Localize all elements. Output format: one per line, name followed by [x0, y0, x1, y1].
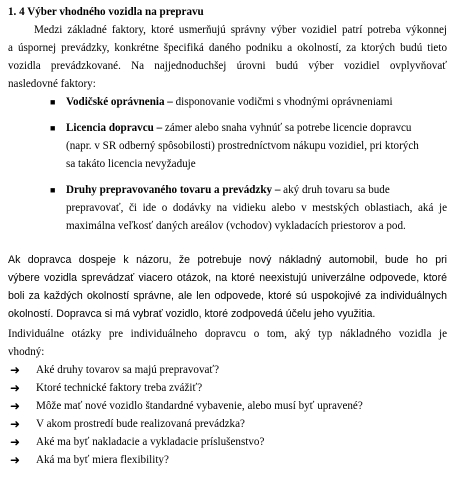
arrow-right-icon: ➜ — [10, 417, 21, 431]
factor-text: prepravovať, či ide o dodávky na vidieku alebo v mestských oblastiach, aká je — [66, 202, 447, 214]
paragraph-line: vhodný: — [8, 346, 45, 358]
arrow-right-icon: ➜ — [10, 435, 21, 449]
question-item: V akom prostredí bude realizovaná prevádzka? — [36, 418, 245, 430]
arrow-right-icon: ➜ — [10, 363, 21, 377]
factor-item — [66, 120, 411, 138]
factor-text: (napr. v SR odberný spôsobilosti) prostredníctvom nákupu vozidiel, pri ktorých — [66, 140, 419, 152]
intro-line: Medzi základné faktory, ktoré usmerňujú správny výber vozidiel patrí potreba výkonnej — [34, 24, 447, 36]
paragraph-line: Ak dopravca dospeje k názoru, že potrebuje nový nákladný automobil, bude ho pri — [8, 254, 447, 266]
question-item: Ktoré technické faktory treba zvážiť? — [36, 382, 203, 394]
question-item: Môže mať nové vozidlo štandardné vybavenie, alebo musí byť upravené? — [36, 400, 363, 412]
factor-text: sa takáto licencia nevyžaduje — [66, 158, 196, 170]
square-bullet-icon: ■ — [50, 185, 56, 195]
intro-line: a úspornej prevádzky, konkrétne špecifiká daného podniku a okolností, za ktorých budú tieto — [8, 42, 447, 54]
factor-text: maximálna veľkosť daných areálov (vchodov) vykladacích priestorov a pod. — [66, 220, 406, 232]
arrow-right-icon: ➜ — [10, 399, 21, 413]
arrow-right-icon: ➜ — [10, 453, 21, 467]
factor-term: Licencia dopravcu – — [66, 122, 163, 134]
intro-line: vozidla prevádzkované. Na najjednoduchšej úrovni budú výber vozidiel ovplyvňovať — [8, 60, 447, 72]
square-bullet-icon: ■ — [50, 97, 56, 107]
question-item: Aká ma byť miera flexibility? — [36, 454, 169, 466]
factor-text: disponovanie vodičmi s vhodnými oprávneniami — [172, 96, 393, 108]
factor-item — [66, 94, 393, 112]
paragraph-line: výbere vozidla sprevádzať viacero otázok, na ktoré neexistujú univerzálne odpovede, ktoré — [8, 272, 447, 284]
paragraph-line: boli za každých okolností správne, ale len odpovede, ktoré sú uspokojivé za individuálnych — [8, 290, 447, 302]
paragraph-line: okolností. Dopravca si má vybrať vozidlo, ktoré zodpovedá účelu jeho využitia. — [8, 308, 376, 320]
square-bullet-icon: ■ — [50, 123, 56, 133]
question-item: Aké druhy tovarov sa majú prepravovať? — [36, 364, 220, 376]
factor-text: zámer alebo snaha vyhnúť sa potrebe licencie dopravcu — [162, 122, 412, 134]
factor-text: aký druh tovaru sa bude — [280, 184, 390, 196]
question-item: Aké ma byť nakladacie a vykladacie príslušenstvo? — [36, 436, 265, 448]
factor-term: Vodičské oprávnenia – — [66, 96, 173, 108]
factor-term: Druhy prepravovaného tovaru a prevádzky – — [66, 184, 281, 196]
paragraph-line: Individuálne otázky pre individuálneho dopravcu o tom, aký typ nákladného vozidla je — [8, 328, 447, 340]
section-heading: 1. 4 Výber vhodného vozidla na prepravu — [8, 6, 204, 18]
intro-line: nasledovné faktory: — [8, 78, 96, 90]
arrow-right-icon: ➜ — [10, 381, 21, 395]
factor-item — [66, 182, 390, 200]
